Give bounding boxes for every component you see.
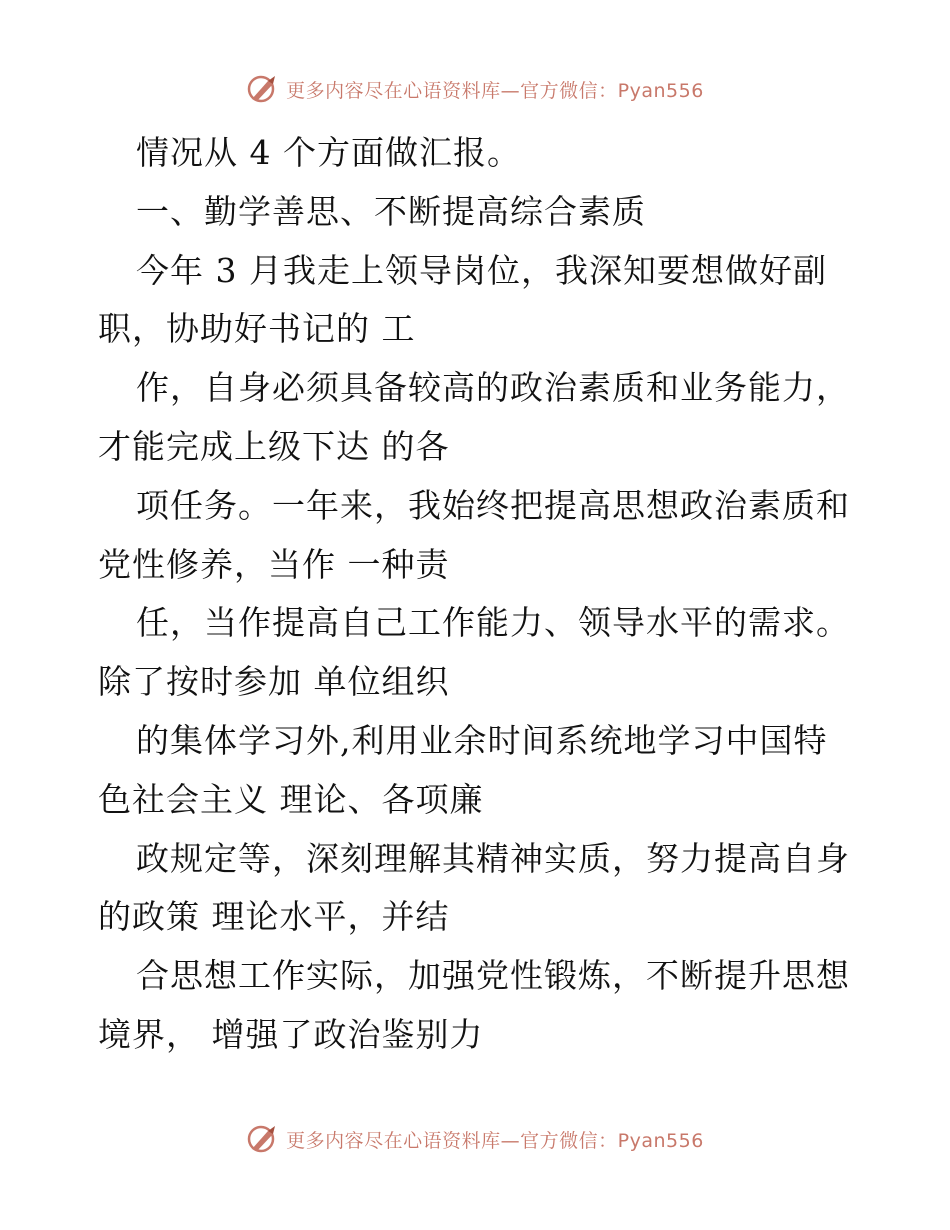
header-watermark xyxy=(0,72,950,106)
text-line: 除了按时参加 单位组织 xyxy=(98,662,450,702)
text-line: 才能完成上级下达 的各 xyxy=(98,426,450,466)
text-line: 政规定等，深刻理解其精神实质，努力提高自身 xyxy=(136,838,850,878)
text-line: 色社会主义 理论、各项廉 xyxy=(98,779,484,819)
text-line: 任，当作提高自己工作能力、领导水平的需求。 xyxy=(136,603,850,643)
text-line: 境界， 增强了政治鉴别力 xyxy=(98,1014,484,1054)
header-watermark-text: 更多内容尽在心语资料库—官方微信：Pyan556 xyxy=(286,79,704,102)
document-body xyxy=(98,124,858,1065)
text-line: 的集体学习外,利用业余时间系统地学习中国特 xyxy=(136,720,828,760)
section-heading: 一、勤学善思、不断提高综合素质 xyxy=(136,191,646,231)
text-line: 党性修养，当作 一种责 xyxy=(98,544,450,584)
text-line: 项任务。一年来，我始终把提高思想政治素质和 xyxy=(136,485,850,525)
text-line: 合思想工作实际，加强党性锻炼，不断提升思想 xyxy=(136,956,850,996)
text-line: 情况从 4 个方面做汇报。 xyxy=(136,133,521,172)
pen-logo-icon xyxy=(246,72,280,106)
footer-watermark xyxy=(0,1122,950,1156)
text-line: 的政策 理论水平，并结 xyxy=(98,897,450,937)
text-line: 作，自身必须具备较高的政治素质和业务能力， xyxy=(136,368,850,408)
footer-watermark-text: 更多内容尽在心语资料库—官方微信：Pyan556 xyxy=(286,1129,704,1152)
text-line: 职，协助好书记的 工 xyxy=(98,309,416,349)
text-line: 今年 3 月我走上领导岗位，我深知要想做好副 xyxy=(136,250,827,290)
pen-logo-icon xyxy=(246,1122,280,1156)
